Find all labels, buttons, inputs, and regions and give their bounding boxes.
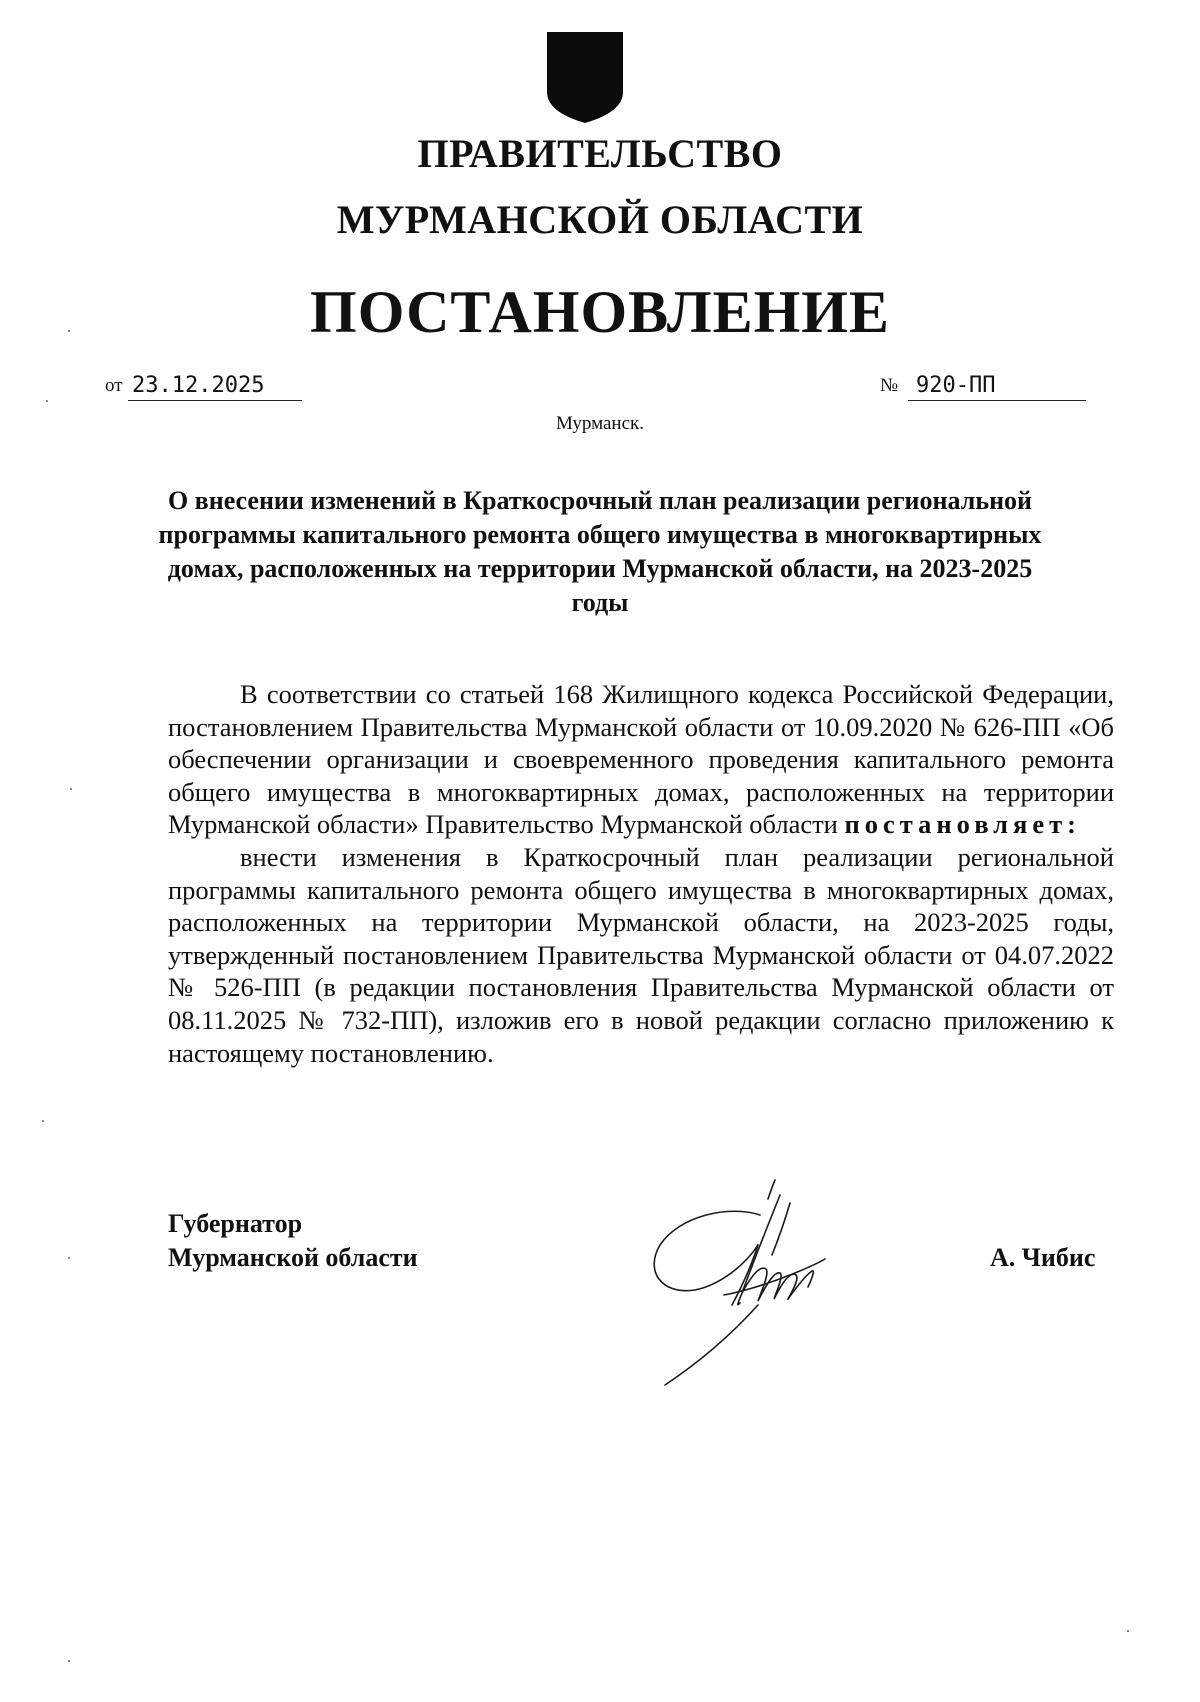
- scan-speck: [68, 1257, 70, 1259]
- document-number: 920-ПП: [908, 372, 1086, 401]
- city-label: Мурманск.: [555, 413, 645, 434]
- scan-speck: [42, 1120, 44, 1122]
- coat-of-arms-emblem: [545, 30, 625, 125]
- signer-position-line-1: Губернатор: [168, 1209, 303, 1238]
- scan-speck: [1127, 1630, 1129, 1632]
- resolves-word: постановляет:: [844, 809, 1081, 840]
- organization-name-line-1: ПРАВИТЕЛЬСТВО: [417, 131, 783, 176]
- signer-position-line-2: Мурманской области: [168, 1243, 418, 1272]
- organization-name-line-2: МУРМАНСКОЙ ОБЛАСТИ: [336, 197, 864, 242]
- number-prefix-label: №: [880, 375, 899, 396]
- signer-name: А. Чибис: [990, 1243, 1096, 1272]
- scan-speck: [46, 400, 48, 402]
- document-body: [168, 678, 1114, 1069]
- handwritten-signature: [640, 1175, 850, 1390]
- document-type-heading: ПОСТАНОВЛЕНИЕ: [310, 279, 890, 345]
- scan-speck: [68, 1660, 70, 1662]
- date-prefix-label: от: [105, 375, 123, 396]
- scan-speck: [68, 330, 70, 332]
- body-paragraph-1: [168, 678, 1114, 841]
- body-paragraph-1-text: В соответствии со статьей 168 Жилищного кодекса Российской Федерации, постановлением Правительства Мурманской области от 10.09.2020 № 626-ПП «Об обеспечении организации и своевременного проведения капитального ремонта общего имущества в многоквартирных домах, расположенных на территории Мурманской области» Правительство Мурманской области: [168, 679, 1114, 840]
- scan-speck: [70, 788, 72, 790]
- document-date: 23.12.2025: [128, 372, 302, 401]
- body-paragraph-2: внести изменения в Краткосрочный план реализации региональной программы капитального ремонта общего имущества в многоквартирных домах, расположенных на территории Мурманской области, на 2023-2025 годы, утвержденный постановлением Правительства Мурманской области от 04.07.2022 № 526-ПП (в редакции постановления Правительства Мурманской области от 08.11.2025 № 732-ПП), изложив его в новой редакции согласно приложению к настоящему постановлению.: [168, 841, 1114, 1068]
- signer-position: [168, 1207, 418, 1275]
- document-title: О внесении изменений в Краткосрочный план реализации региональной программы капитального ремонта общего имущества в многоквартирных домах, расположенных на территории Мурманской области, на 2023-2025 годы: [158, 486, 1042, 617]
- city-name: Мурманск: [555, 413, 640, 434]
